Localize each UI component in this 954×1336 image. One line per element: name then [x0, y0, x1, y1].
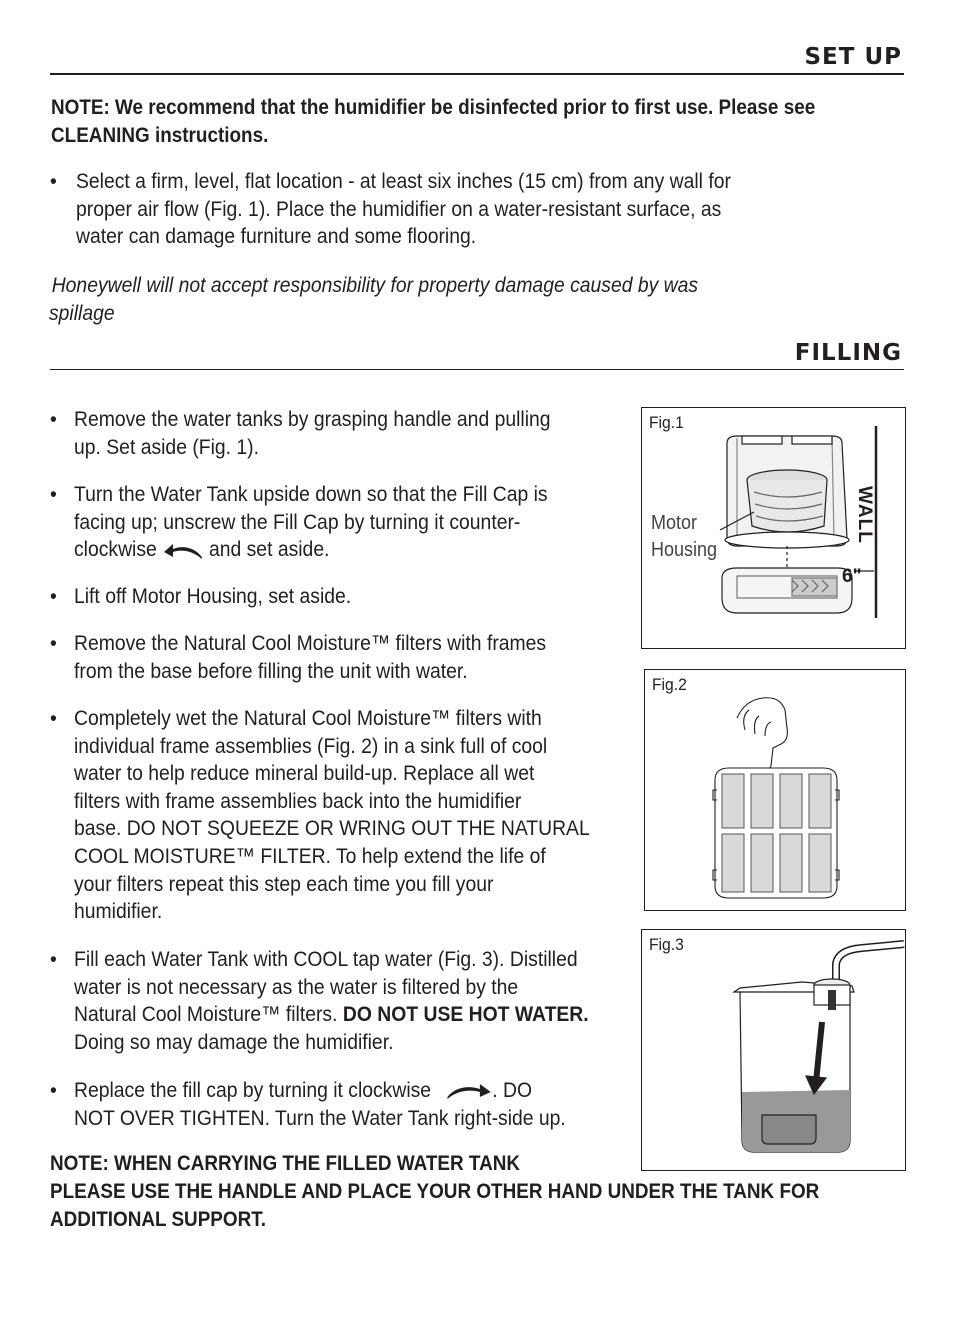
bullet-dot: • [50, 482, 57, 506]
text-line: ADDITIONAL SUPPORT. [50, 1208, 266, 1231]
bullet-dot: • [50, 631, 57, 655]
text-line: Housing [651, 539, 718, 561]
section-divider [50, 369, 904, 370]
text-span: and set aside. [208, 537, 330, 562]
text-line: proper air flow (Fig. 1). Place the humidifier on a water-resistant surface, as [76, 196, 722, 221]
text-line: Doing so may damage the humidifier. [74, 1029, 394, 1054]
section-divider [50, 73, 904, 75]
text-span: clockwise [74, 537, 157, 562]
text-line: Motor [651, 512, 698, 534]
clockwise-arrow-icon [445, 1081, 492, 1101]
text-line: NOT OVER TIGHTEN. Turn the Water Tank right-side up. [74, 1105, 566, 1130]
text-line: filters with frame assemblies back into the humidifier [74, 788, 522, 813]
text-line: NOTE: WHEN CARRYING THE FILLED WATER TANK [50, 1152, 521, 1175]
text-line [74, 536, 659, 564]
text-line: COOL MOISTURE™ FILTER. To help extend the life of [74, 843, 546, 868]
text-line: water to help reduce mineral build-up. Replace all wet [74, 761, 535, 786]
text-line [74, 1001, 686, 1029]
text-line: PLEASE USE THE HANDLE AND PLACE YOUR OTHER HAND UNDER THE TANK FOR [50, 1180, 820, 1203]
text-line: base. DO NOT SQUEEZE OR WRING OUT THE NATURAL [74, 816, 590, 841]
bullet-dot: • [50, 1078, 57, 1102]
bullet-dot: • [50, 407, 57, 431]
text-line: Remove the Natural Cool Moisture™ filters with frames [74, 631, 547, 655]
text-line: from the base before filling the unit with water. [74, 658, 468, 683]
distance-label: 6" [842, 566, 862, 587]
figure-label: Fig.1 [649, 413, 684, 432]
text-line: individual frame assemblies (Fig. 2) in a sink full of cool [74, 733, 548, 758]
text-line: facing up; unscrew the Fill Cap by turning it counter- [74, 509, 521, 534]
text-span: . DO [492, 1078, 533, 1102]
text-line: humidifier. [74, 899, 163, 924]
figure-label: Fig.3 [649, 935, 684, 954]
text-line: Select a firm, level, flat location - at least six inches (15 cm) from any wall for [76, 169, 731, 193]
text-line: Turn the Water Tank upside down so that the Fill Cap is [74, 482, 548, 506]
text-line: spillage [49, 301, 115, 325]
water-tank-illustration [642, 930, 905, 1170]
text-line: Completely wet the Natural Cool Moisture™ filters with [74, 706, 542, 730]
bullet-dot: • [50, 169, 57, 193]
section-title-filling: FILLING [794, 340, 902, 366]
setup-note-text: NOTE: We recommend that the humidifier be disinfected prior to first use. Please see CLEANING instructions. [51, 96, 816, 147]
text-line: Lift off Motor Housing, set aside. [74, 584, 352, 608]
disclaimer [49, 271, 904, 327]
text-line: Remove the water tanks by grasping handle and pulling [74, 407, 551, 431]
wall-label: WALL [854, 486, 875, 544]
text-line: up. Set aside (Fig. 1). [74, 434, 259, 459]
setup-note [51, 94, 897, 150]
section-title-setup: SET UP [804, 44, 902, 70]
figure-3 [641, 929, 906, 1171]
motor-housing-label [651, 510, 717, 564]
text-line: water can damage furniture and some flooring. [76, 224, 477, 249]
text-line: water is not necessary as the water is filtered by the [74, 974, 519, 999]
text-line: your filters repeat this step each time you fill your [74, 871, 494, 896]
text-line: Fill each Water Tank with COOL tap water (Fig. 3). Distilled [74, 947, 578, 971]
counter-clockwise-arrow-icon [162, 541, 203, 561]
filter-frame-illustration [645, 670, 905, 910]
bullet-dot: • [50, 706, 57, 730]
text-line: Honeywell will not accept responsibility for property damage caused by was [51, 273, 699, 297]
figure-label: Fig.2 [652, 675, 687, 694]
text-span: Replace the fill cap by turning it clockwise [74, 1078, 432, 1102]
text-span: Natural Cool Moisture™ filters. [74, 1002, 338, 1027]
bullet-dot: • [50, 947, 57, 971]
text-line [74, 1077, 686, 1105]
figure-1 [641, 407, 906, 649]
warning-text: DO NOT USE HOT WATER. [342, 1002, 589, 1027]
bullet-dot: • [50, 584, 57, 608]
figure-2 [644, 669, 906, 911]
